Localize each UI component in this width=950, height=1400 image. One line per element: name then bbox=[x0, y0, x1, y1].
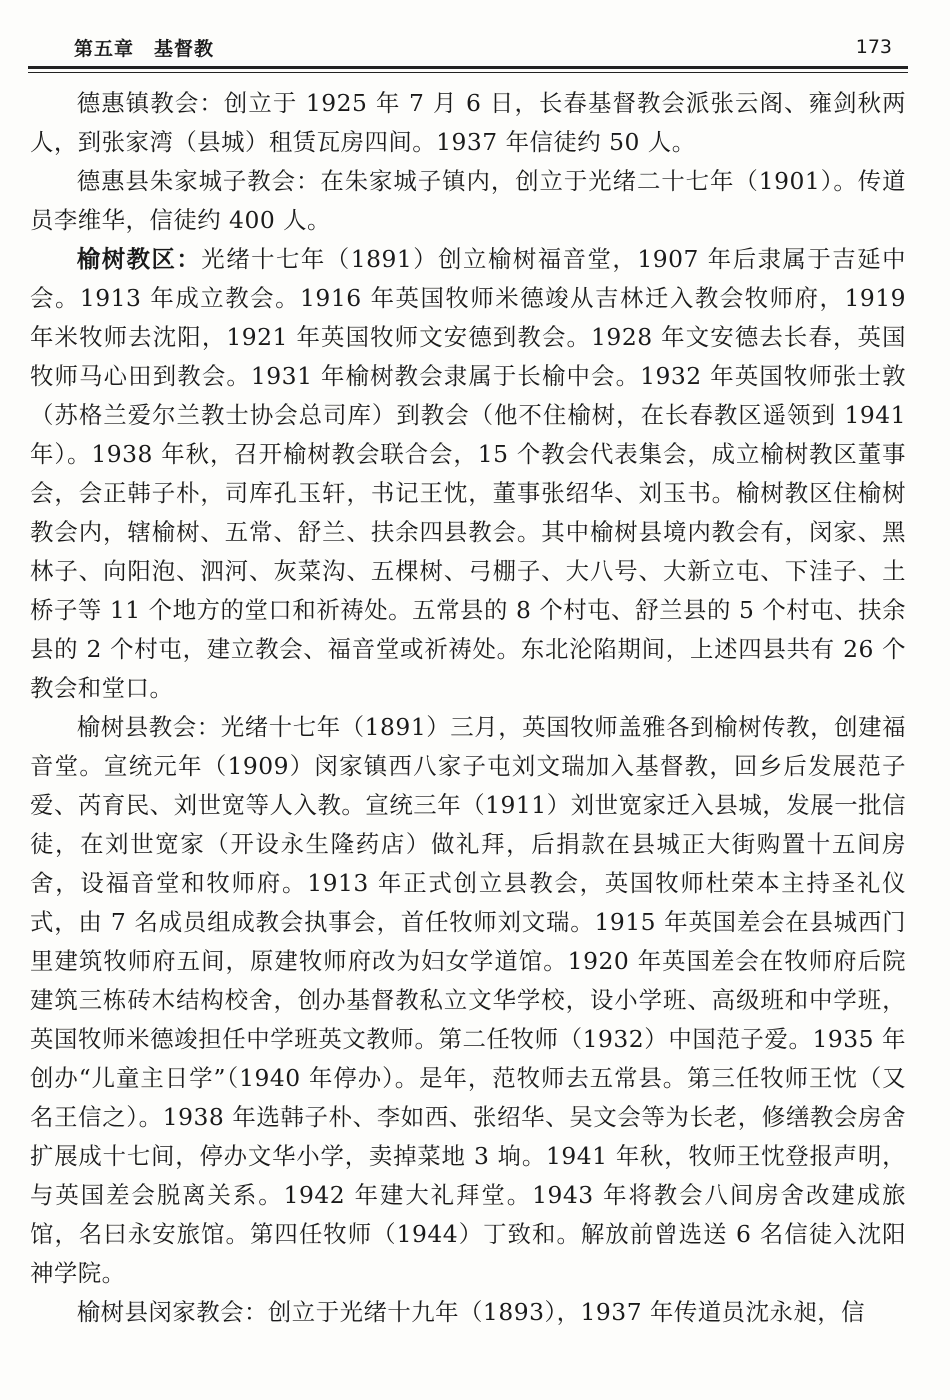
paragraph-text: 榆树县闵家教会：创立于光绪十九年（1893），1937 年传道员沈永昶，信 bbox=[76, 1298, 866, 1326]
chapter-heading bbox=[74, 34, 214, 61]
header-rule-thin bbox=[28, 72, 908, 73]
paragraph-yushu-district bbox=[30, 240, 906, 708]
header-rule-thick bbox=[28, 66, 908, 69]
chapter-title: 基督教 bbox=[154, 38, 215, 60]
body-text bbox=[30, 84, 906, 1332]
page-number: 173 bbox=[855, 36, 892, 58]
paragraph-text: 光绪十七年（1891）创立榆树福音堂，1907 年后隶属于吉延中会。1913 年成立教会。1916 年英国牧师米德竣从吉林迁入教会牧师府，1919 年米牧师去沈阳，1921 年英国牧师文安德到教会。1928 年文安德去长春，英国牧师马心田到教会。1931 年榆树教会隶属于长榆中会。1932 年英国牧师张士敦（苏格兰爱尔兰教士协会总司库）到教会（他不住榆树，在长春教区遥领到 1941 年）。1938 年秋，召开榆树教会联合会，15 个教会代表集会，成立榆树教区董事会，会正韩子朴，司库孔玉轩，书记王忱，董事张绍华、刘玉书。榆树教区住榆树教会内，辖榆树、五常、舒兰、扶余四县教会。其中榆树县境内教会有，闵家、黑林子、向阳泡、泗河、灰菜沟、五棵树、弓棚子、大八号、大新立屯、下洼子、土桥子等 11 个地方的堂口和祈祷处。五常县的 8 个村屯、舒兰县的 5 个村屯、扶余县的 2 个村屯，建立教会、福音堂或祈祷处。东北沦陷期间，上述四县共有 26 个教会和堂口。 bbox=[30, 245, 906, 702]
paragraph-dehui-town-church bbox=[30, 84, 906, 162]
paragraph-text: 榆树县教会：光绪十七年（1891）三月，英国牧师盖雅各到榆树传教，创建福音堂。宣统元年（1909）闵家镇西八家子屯刘文瑞加入基督教，回乡后发展范子爱、芮育民、刘世宽等人入教。宣统三年（1911）刘世宽家迁入县城，发展一批信徒，在刘世宽家（开设永生隆药店）做礼拜，后捐款在县城正大街购置十五间房舍，设福音堂和牧师府。1913 年正式创立县教会，英国牧师杜荣本主持圣礼仪式，由 7 名成员组成教会执事会，首任牧师刘文瑞。1915 年英国差会在县城西门里建筑牧师府五间，原建牧师府改为妇女学道馆。1920 年英国差会在牧师府后院建筑三栋砖木结构校舍，创办基督教私立文华学校，设小学班、高级班和中学班，英国牧师米德竣担任中学班英文教师。第二任牧师（1932）中国范子爱。1935 年创办“儿童主日学”（1940 年停办）。是年，范牧师去五常县。第三任牧师王忱（又名王信之）。1938 年选韩子朴、李如西、张绍华、吴文会等为长老，修缮教会房舍扩展成十七间，停办文华小学，卖掉菜地 3 垧。1941 年秋，牧师王忱登报声明，与英国差会脱离关系。1942 年建大礼拜堂。1943 年将教会八间房舍改建成旅馆，名曰永安旅馆。第四任牧师（1944）丁致和。解放前曾选送 6 名信徒入沈阳神学院。 bbox=[30, 713, 906, 1287]
running-header bbox=[28, 34, 906, 64]
paragraph-text: 德惠县朱家城子教会：在朱家城子镇内，创立于光绪二十七年（1901）。传道员李维华，信徒约 400 人。 bbox=[30, 167, 906, 234]
chapter-number: 第五章 bbox=[74, 38, 135, 60]
paragraph-zhujiachengzi-church bbox=[30, 162, 906, 240]
paragraph-text: 德惠镇教会：创立于 1925 年 7 月 6 日，长春基督教会派张云阁、雍剑秋两人，到张家湾（县城）租赁瓦房四间。1937 年信徒约 50 人。 bbox=[30, 89, 906, 156]
paragraph-lead: 榆树教区： bbox=[76, 245, 202, 273]
paragraph-yushu-county-church bbox=[30, 708, 906, 1293]
paragraph-minjia-church bbox=[30, 1293, 906, 1332]
